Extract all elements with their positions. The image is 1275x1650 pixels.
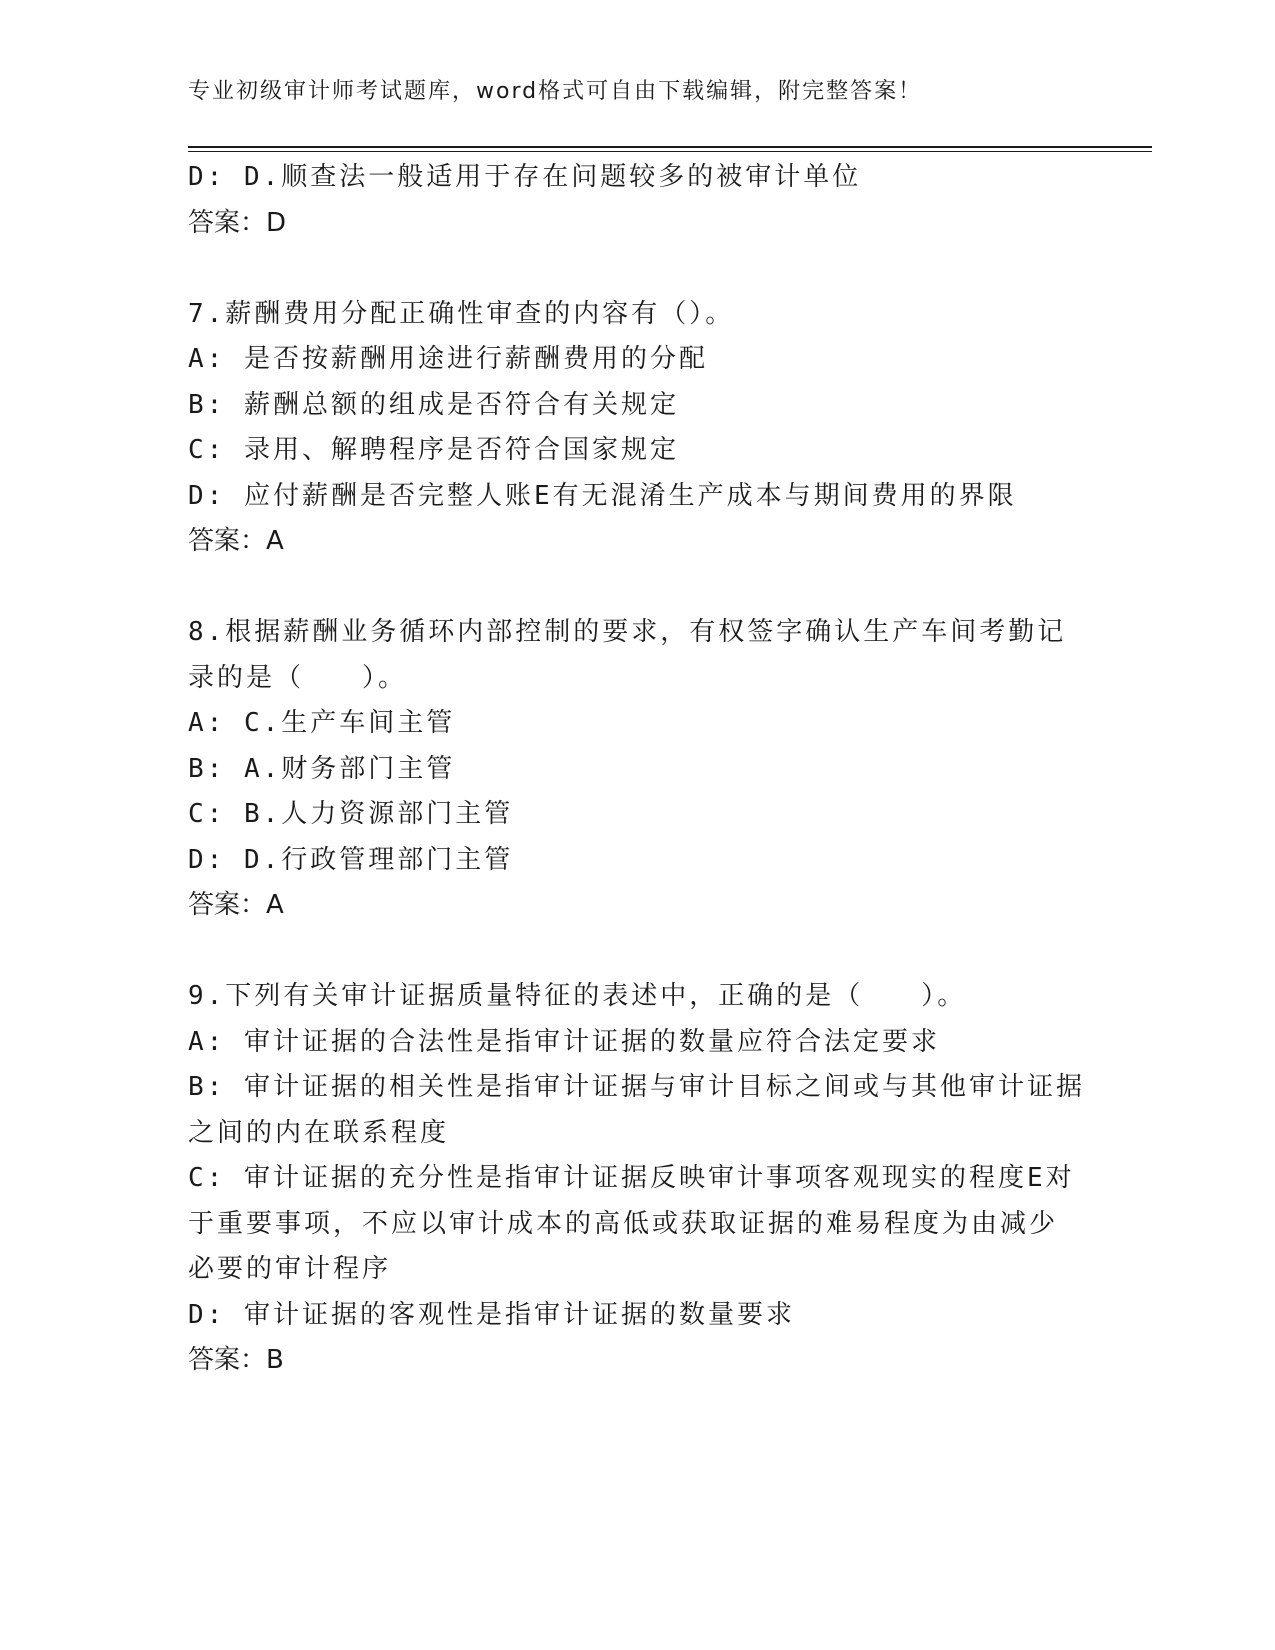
option-a: A: 审计证据的合法性是指审计证据的数量应符合法定要求 [188,1026,940,1057]
option-d: D: 审计证据的客观性是指审计证据的数量要求 [188,1299,795,1330]
answer: 答案：A [188,890,284,920]
spacer [188,929,1088,975]
question-text-line-2: 录的是（ ）。 [188,662,408,693]
question-9 [188,974,1088,1384]
spacer [188,565,1088,611]
option-b: B: A.财务部门主管 [188,753,456,784]
question-text: 9.下列有关审计证据质量特征的表述中，正确的是（ ）。 [188,981,967,1011]
option-c: C: 录用、解聘程序是否符合国家规定 [188,435,679,465]
answer: 答案：D [188,207,287,238]
option-c-line-3: 必要的审计程序 [188,1254,392,1284]
question-list [188,155,1088,1384]
question-7 [188,292,1088,565]
option-c: C: B.人力资源部门主管 [188,799,514,829]
option-c-line-2: 于重要事项，不应以审计成本的高低或获取证据的难易程度为由减少 [188,1208,1059,1239]
question-6-tail [188,155,1088,246]
question-text: 7.薪酬费用分配正确性审查的内容有（）。 [188,298,735,329]
option-d: D: D.行政管理部门主管 [188,844,514,875]
option-d: D: D.顺查法一般适用于存在问题较多的被审计单位 [188,162,862,192]
option-b-line-2: 之间的内在联系程度 [188,1117,450,1148]
spacer [188,246,1088,292]
option-b-line-1: B: 审计证据的相关性是指审计证据与审计目标之间或与其他审计证据 [188,1072,1085,1102]
question-8 [188,610,1088,929]
header-rule-thin [188,151,1152,152]
option-c-line-1: C: 审计证据的充分性是指审计证据反映审计事项客观现实的程度E对 [188,1163,1075,1193]
option-b: B: 薪酬总额的组成是否符合有关规定 [188,389,679,420]
option-a: A: 是否按薪酬用途进行薪酬费用的分配 [188,344,708,374]
page-header: 专业初级审计师考试题库，word格式可自由下载编辑，附完整答案！ [188,79,923,104]
answer: 答案：A [188,526,284,556]
option-d: D: 应付薪酬是否完整人账E有无混淆生产成本与期间费用的界限 [188,480,1017,511]
header-rule-thick [188,146,1152,148]
option-a: A: C.生产车间主管 [188,708,456,738]
question-text-line-1: 8.根据薪酬业务循环内部控制的要求，有权签字确认生产车间考勤记 [188,617,1067,647]
answer: 答案：B [188,1345,284,1375]
